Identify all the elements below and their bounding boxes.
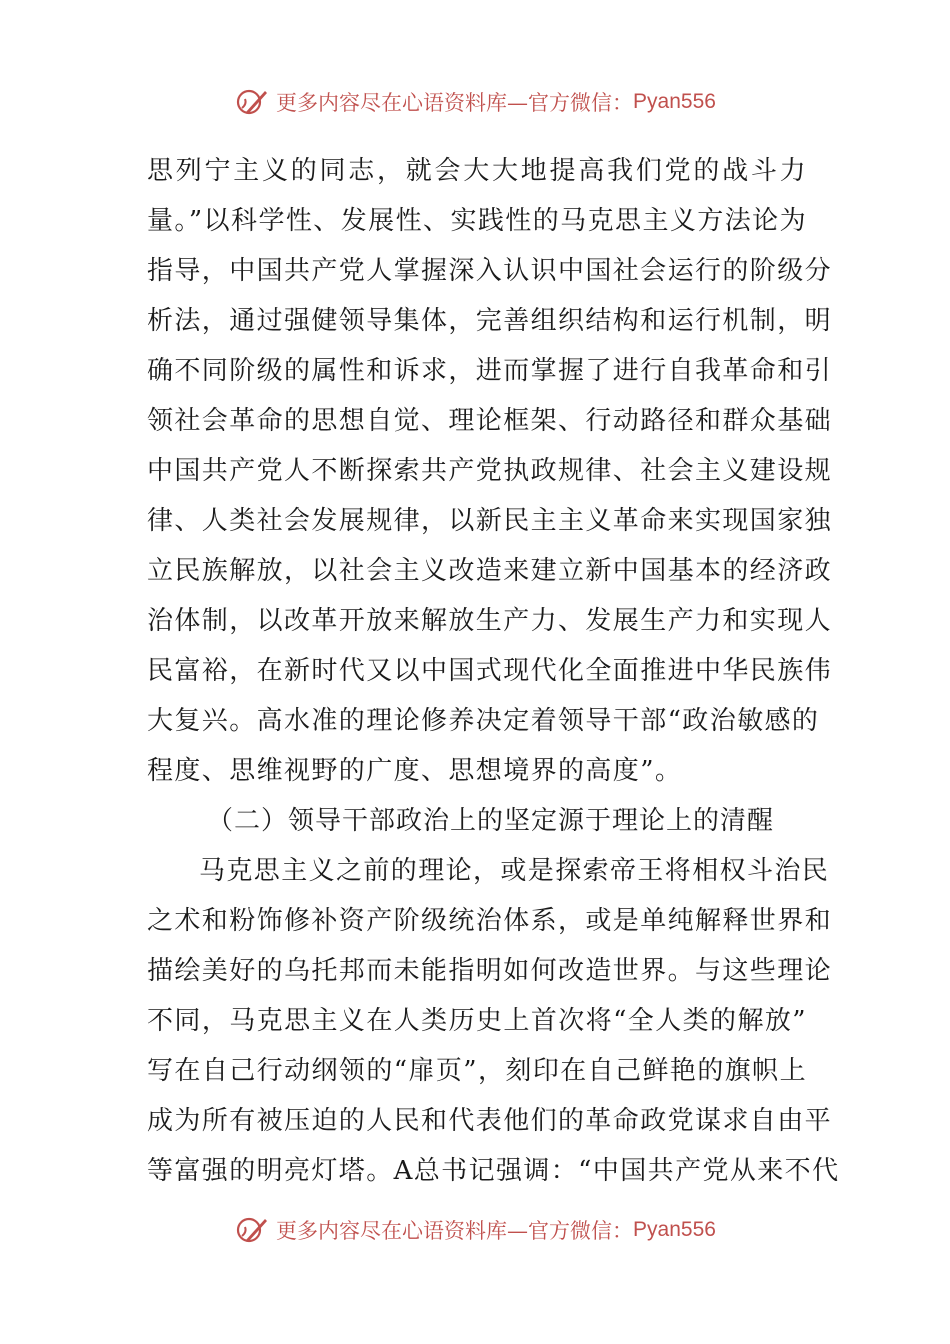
- text-line: 不同，马克思主义在人类历史上首次将“全人类的解放”: [147, 1006, 807, 1036]
- header-banner: [0, 82, 950, 122]
- text-line: 程度、思维视野的广度、思想境界的高度”。: [147, 756, 683, 786]
- wechat-id: Pyan556: [633, 90, 716, 113]
- text-line: 民富裕，在新时代又以中国式现代化全面推进中华民族伟: [147, 656, 833, 686]
- banner-text: 更多内容尽在心语资料库—官方微信：: [276, 1219, 634, 1243]
- text-line: 指导，中国共产党人掌握深入认识中国社会运行的阶级分: [147, 256, 833, 286]
- text-line: 写在自己行动纲领的“扉页”，刻印在自己鲜艳的旗帜上: [147, 1056, 807, 1086]
- text-line: 思列宁主义的同志，就会大大地提高我们党的战斗力: [147, 156, 807, 186]
- text-line: 立民族解放，以社会主义改造来建立新中国基本的经济政: [147, 556, 833, 586]
- text-line: 律、人类社会发展规律，以新民主主义革命来实现国家独: [147, 506, 833, 536]
- text-line: 治体制，以改革开放来解放生产力、发展生产力和实现人: [147, 606, 833, 636]
- text-line: 确不同阶级的属性和诉求，进而掌握了进行自我革命和引: [147, 356, 833, 386]
- text-line: 成为所有被压迫的人民和代表他们的革命政党谋求自由平: [147, 1106, 833, 1136]
- text-line: 析法，通过强健领导集体，完善组织结构和运行机制，明: [147, 306, 833, 336]
- quill-logo-icon: [234, 1215, 270, 1245]
- text-line: 量。”以科学性、发展性、实践性的马克思主义方法论为: [147, 206, 807, 236]
- footer-banner: [0, 1210, 950, 1250]
- text-line: 等富强的明亮灯塔。A总书记强调：“中国共产党从来不代: [147, 1156, 840, 1186]
- section-heading: （二）领导干部政治上的坚定源于理论上的清醒: [207, 806, 775, 836]
- text-line: 描绘美好的乌托邦而未能指明如何改造世界。与这些理论: [147, 956, 833, 986]
- wechat-id: Pyan556: [633, 1218, 716, 1241]
- text-line: 之术和粉饰修补资产阶级统治体系，或是单纯解释世界和: [147, 906, 833, 936]
- text-line: 领社会革命的思想自觉、理论框架、行动路径和群众基础: [147, 406, 833, 436]
- text-line: 大复兴。高水准的理论修养决定着领导干部“政治敏感的: [147, 706, 820, 736]
- text-line: 马克思主义之前的理论，或是探索帝王将相权斗治民: [199, 856, 830, 886]
- quill-logo-icon: [234, 87, 270, 117]
- text-line: 中国共产党人不断探索共产党执政规律、社会主义建设规: [147, 456, 833, 486]
- body-text: [147, 146, 840, 1196]
- banner-text: 更多内容尽在心语资料库—官方微信：: [276, 91, 634, 115]
